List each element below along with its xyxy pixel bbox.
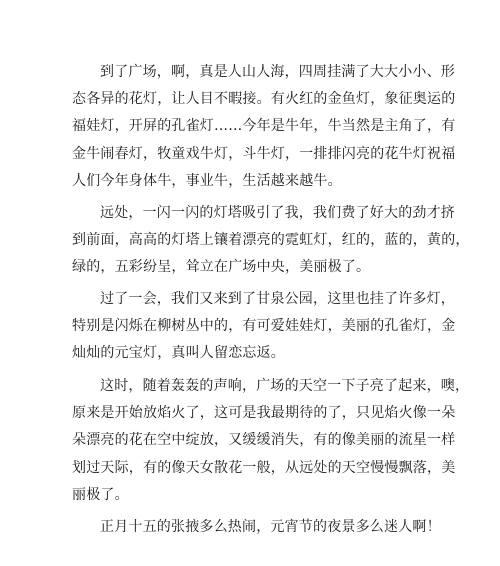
paragraph-line: 正月十五的张掖多么热闹，元宵节的夜景多么迷人啊！ — [100, 519, 441, 535]
paragraph-line: 福娃灯，开屏的孔雀灯……今年是牛年，牛当然是主角了，有 — [72, 118, 456, 135]
paragraph-5 — [72, 514, 441, 541]
paragraph-3 — [72, 286, 456, 368]
paragraph-line: 丽极了。 — [72, 486, 129, 503]
paragraph-line: 到了广场，啊，真是人山人海，四周挂满了大大小小、形 — [100, 64, 455, 80]
paragraph-line: 金牛闹春灯，牧童戏牛灯，斗牛灯，一排排闪亮的花牛灯祝福 — [72, 145, 456, 162]
paragraph-line: 朵漂亮的花在空中绽放，又缓缓消失，有的像美丽的流星一样 — [72, 432, 456, 449]
paragraph-line: 远处，一闪一闪的灯塔吸引了我，我们费了好大的劲才挤 — [100, 205, 455, 221]
paragraph-line: 到前面，高高的灯塔上镶着漂亮的霓虹灯，红的，蓝的，黄的， — [72, 232, 470, 249]
paragraph-line: 原来是开始放焰火了，这可是我最期待的了，只见焰火像一朵 — [72, 405, 456, 422]
paragraph-line: 绿的，五彩纷呈，耸立在广场中央，美丽极了。 — [72, 259, 371, 276]
paragraph-line: 划过天际，有的像天女散花一般，从远处的天空慢慢飘落，美 — [72, 459, 456, 476]
paragraph-line: 态各异的花灯，让人目不暇接。有火红的金鱼灯，象征奥运的 — [72, 91, 456, 108]
paragraph-line: 灿灿的元宝灯，真叫人留恋忘返。 — [72, 345, 285, 362]
paragraph-line: 人们今年身体牛，事业牛，生活越来越牛。 — [72, 172, 342, 189]
paragraph-4 — [72, 373, 470, 509]
paragraph-line: 过了一会，我们又来到了甘泉公园，这里也挂了许多灯， — [100, 291, 455, 307]
paragraph-1 — [72, 59, 456, 195]
paragraph-line: 这时，随着轰轰的声响，广场的天空一下子亮了起来，噢， — [100, 378, 470, 394]
paragraph-line: 特别是闪烁在柳树丛中的，有可爱娃娃灯，美丽的孔雀灯，金 — [72, 318, 456, 335]
paragraph-2 — [72, 200, 470, 282]
